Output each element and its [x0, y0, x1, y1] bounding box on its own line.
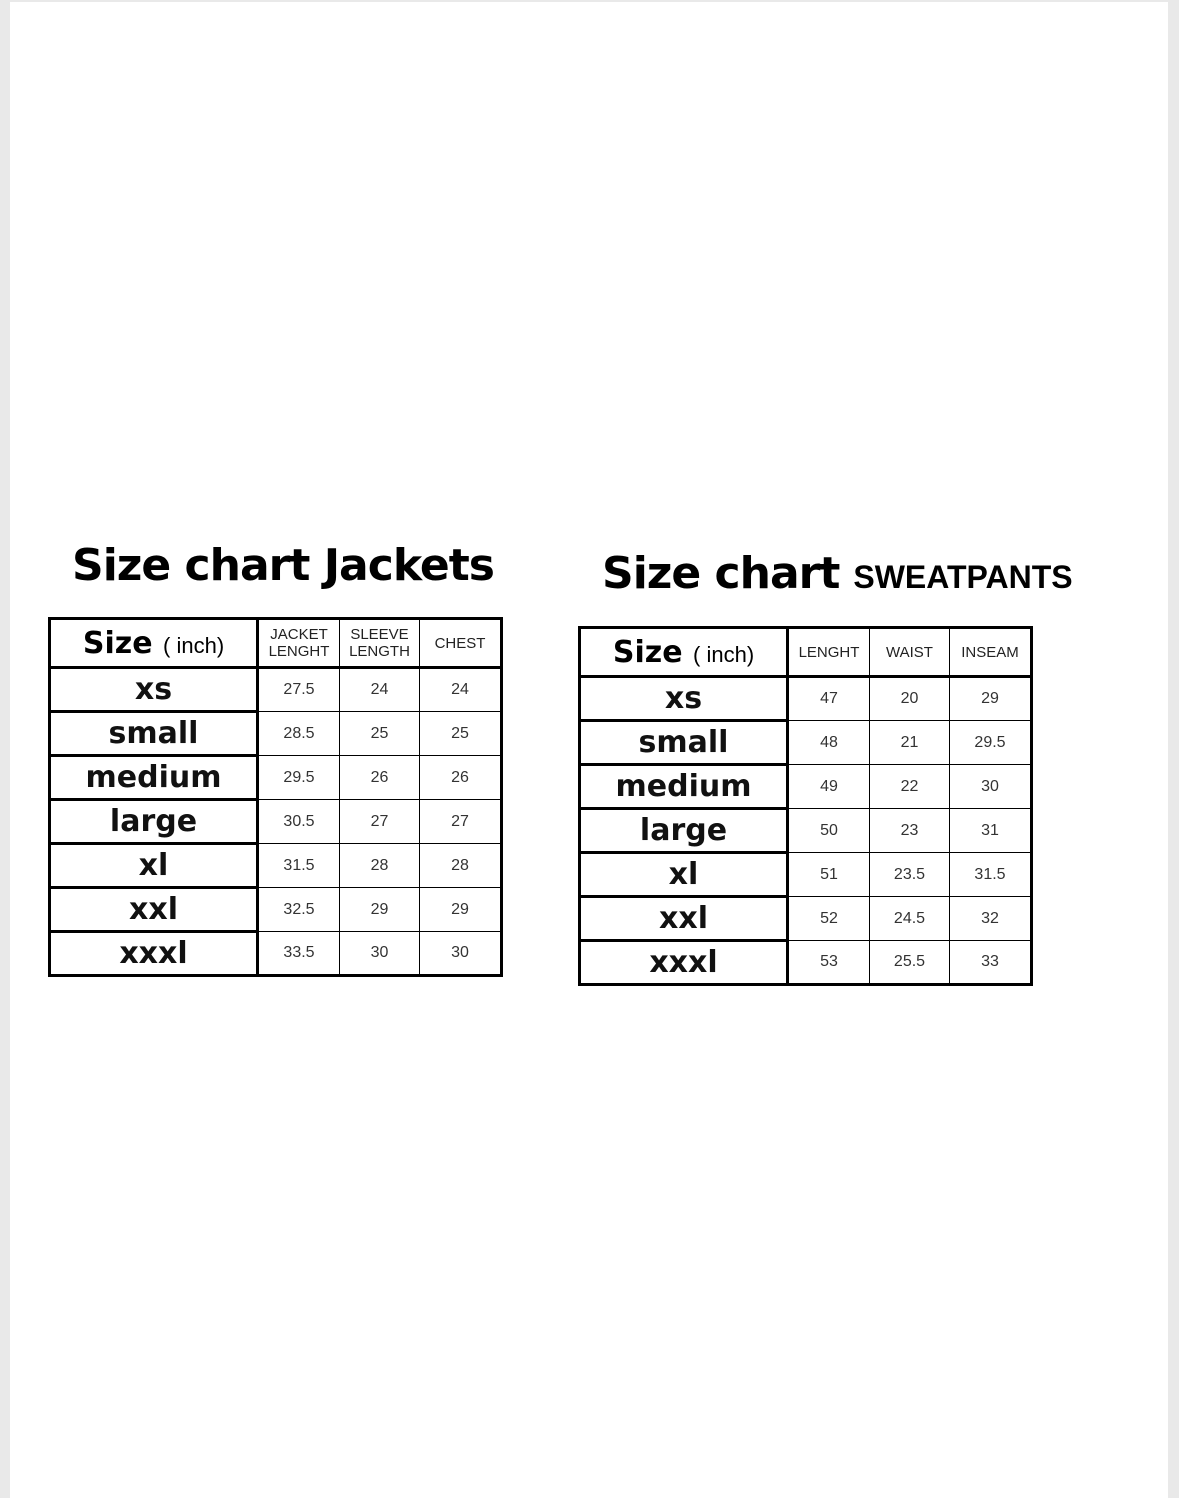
jacket-length-cell: 30.5	[258, 800, 340, 844]
size-cell: xs	[50, 668, 258, 712]
sleeve-length-cell: 25	[340, 712, 420, 756]
table-row	[580, 853, 1032, 897]
table-row	[580, 809, 1032, 853]
table-row	[580, 765, 1032, 809]
inseam-header: INSEAM	[950, 628, 1032, 677]
table-header-row	[580, 628, 1032, 677]
inseam-cell: 32	[950, 897, 1032, 941]
table-header-row	[50, 619, 502, 668]
chest-cell: 28	[420, 844, 502, 888]
chest-cell: 25	[420, 712, 502, 756]
table-row	[50, 844, 502, 888]
sweatpants-title-text: Size chart	[602, 548, 840, 599]
document-page	[10, 2, 1168, 1498]
jacket-length-header: JACKET LENGHT	[258, 619, 340, 668]
inseam-cell: 30	[950, 765, 1032, 809]
jacket-length-cell: 29.5	[258, 756, 340, 800]
size-header-label: Size	[612, 634, 683, 670]
jackets-title-text: Size chart Jackets	[72, 540, 494, 591]
sleeve-length-cell: 26	[340, 756, 420, 800]
size-header-unit: ( inch)	[693, 641, 755, 667]
table-row	[50, 932, 502, 976]
table-row	[50, 888, 502, 932]
length-cell: 53	[788, 941, 870, 985]
chest-header: CHEST	[420, 619, 502, 668]
size-cell: xs	[580, 677, 788, 721]
waist-cell: 23	[870, 809, 950, 853]
length-cell: 51	[788, 853, 870, 897]
sweatpants-chart-title	[602, 548, 1073, 599]
table-row	[580, 897, 1032, 941]
size-cell: medium	[50, 756, 258, 800]
length-cell: 47	[788, 677, 870, 721]
size-cell: xxxl	[580, 941, 788, 985]
length-cell: 52	[788, 897, 870, 941]
length-cell: 48	[788, 721, 870, 765]
table-row	[50, 668, 502, 712]
sleeve-length-cell: 29	[340, 888, 420, 932]
waist-cell: 24.5	[870, 897, 950, 941]
jacket-length-cell: 31.5	[258, 844, 340, 888]
chest-cell: 27	[420, 800, 502, 844]
table-row	[580, 721, 1032, 765]
inseam-cell: 33	[950, 941, 1032, 985]
inseam-cell: 29	[950, 677, 1032, 721]
size-cell: large	[580, 809, 788, 853]
inseam-cell: 31	[950, 809, 1032, 853]
sleeve-length-cell: 27	[340, 800, 420, 844]
waist-header: WAIST	[870, 628, 950, 677]
jacket-length-cell: 28.5	[258, 712, 340, 756]
sleeve-length-header: SLEEVE LENGTH	[340, 619, 420, 668]
size-cell: xxl	[580, 897, 788, 941]
table-row	[50, 800, 502, 844]
sleeve-length-cell: 28	[340, 844, 420, 888]
chest-cell: 26	[420, 756, 502, 800]
table-row	[580, 677, 1032, 721]
chest-cell: 29	[420, 888, 502, 932]
length-header: LENGHT	[788, 628, 870, 677]
sweatpants-title-subtext: SWEATPANTS	[853, 559, 1073, 595]
size-column-header	[50, 619, 258, 668]
size-cell: small	[580, 721, 788, 765]
waist-cell: 21	[870, 721, 950, 765]
waist-cell: 25.5	[870, 941, 950, 985]
size-cell: xxl	[50, 888, 258, 932]
jacket-length-cell: 33.5	[258, 932, 340, 976]
waist-cell: 22	[870, 765, 950, 809]
waist-cell: 20	[870, 677, 950, 721]
jackets-chart-title	[72, 540, 494, 591]
length-cell: 49	[788, 765, 870, 809]
size-header-unit: ( inch)	[163, 632, 225, 658]
table-row	[50, 756, 502, 800]
inseam-cell: 31.5	[950, 853, 1032, 897]
sweatpants-size-table	[578, 626, 1033, 986]
inseam-cell: 29.5	[950, 721, 1032, 765]
sleeve-length-cell: 24	[340, 668, 420, 712]
waist-cell: 23.5	[870, 853, 950, 897]
size-cell: small	[50, 712, 258, 756]
chest-cell: 24	[420, 668, 502, 712]
size-cell: medium	[580, 765, 788, 809]
jacket-length-cell: 27.5	[258, 668, 340, 712]
size-cell: xl	[50, 844, 258, 888]
table-row	[50, 712, 502, 756]
size-column-header	[580, 628, 788, 677]
size-header-label: Size	[82, 625, 153, 661]
sleeve-length-cell: 30	[340, 932, 420, 976]
table-row	[580, 941, 1032, 985]
chest-cell: 30	[420, 932, 502, 976]
size-cell: xl	[580, 853, 788, 897]
jacket-length-cell: 32.5	[258, 888, 340, 932]
size-cell: large	[50, 800, 258, 844]
jackets-size-table	[48, 617, 503, 977]
size-cell: xxxl	[50, 932, 258, 976]
length-cell: 50	[788, 809, 870, 853]
